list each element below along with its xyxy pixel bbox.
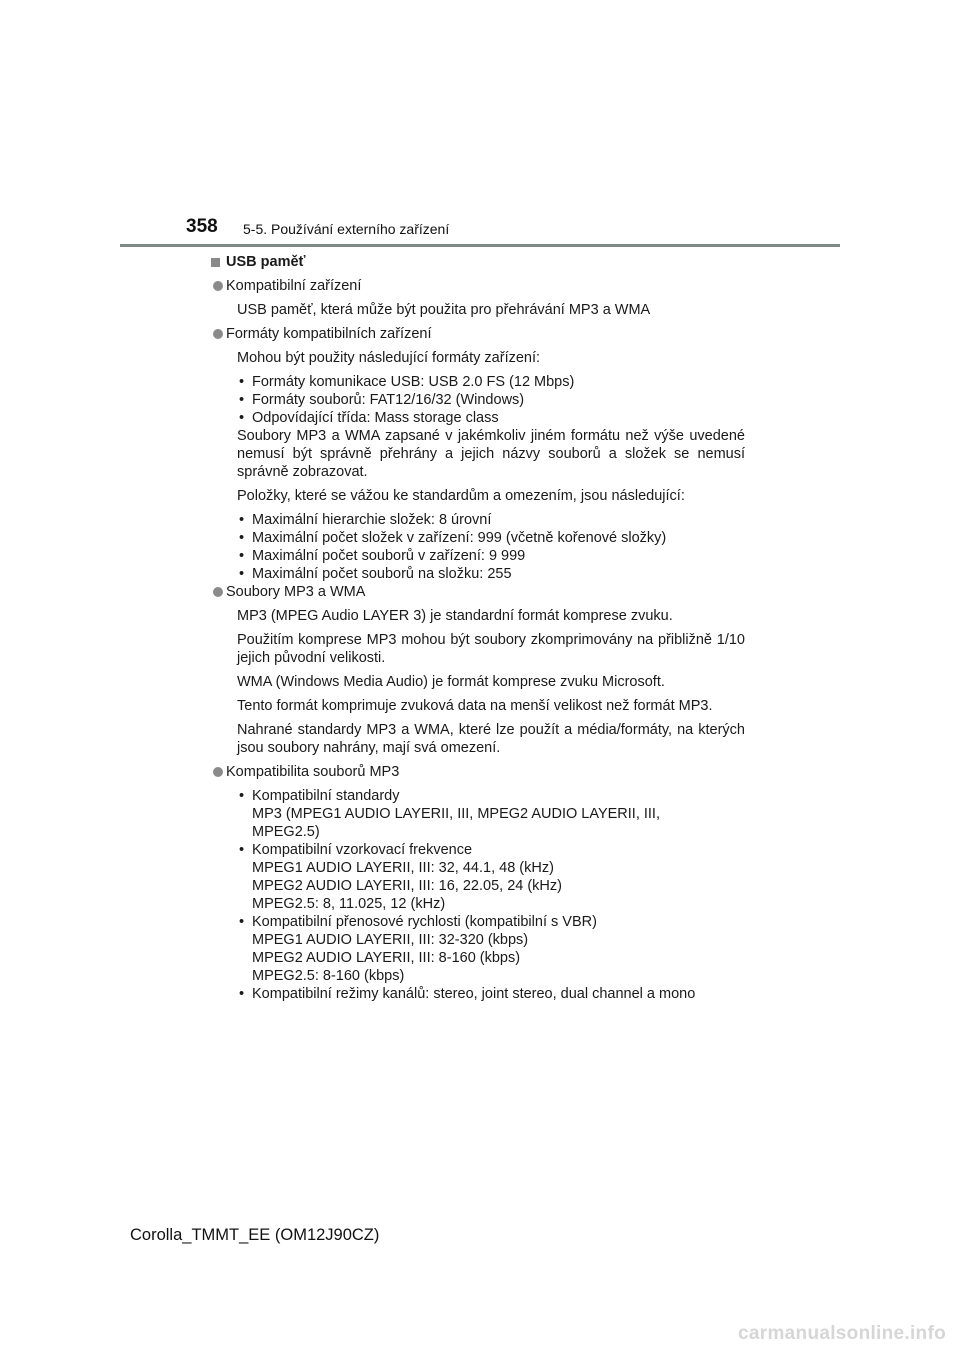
section-heading: [211, 253, 745, 271]
list-item-detail: MPEG2 AUDIO LAYERII, III: 8-160 (kbps): [252, 950, 521, 966]
list-item-detail: MP3 (MPEG1 AUDIO LAYERII, III, MPEG2 AUDIO LAYERII, III,: [252, 806, 660, 822]
subheading-text: Kompatibilita souborů MP3: [226, 764, 400, 780]
list-item: • Maximální počet souborů na složku: 255: [237, 565, 745, 583]
page-number: 358: [186, 216, 218, 237]
footer-model-code: Corolla_TMMT_EE (OM12J90CZ): [130, 1226, 380, 1244]
list-item-detail: MPEG2 AUDIO LAYERII, III: 16, 22.05, 24 (kHz): [252, 878, 562, 894]
heading-text: USB paměť: [226, 254, 306, 270]
list-item: • Formáty souborů: FAT12/16/32 (Windows): [237, 391, 745, 409]
section-title: 5-5. Používání externího zařízení: [243, 221, 450, 237]
list-item-detail: MPEG1 AUDIO LAYERII, III: 32, 44.1, 48 (kHz): [252, 860, 554, 876]
subheading-text: Formáty kompatibilních zařízení: [226, 326, 432, 342]
subheading-compatible-devices: [211, 277, 745, 295]
circle-bullet-icon: [213, 281, 223, 291]
list-item: • Maximální počet složek v zařízení: 999 (včetně kořenové složky): [237, 529, 745, 547]
paragraph: Mohou být použity následující formáty zařízení:: [237, 350, 541, 366]
watermark: carmanualsonline.info: [738, 1323, 946, 1344]
paragraph: Tento formát komprimuje zvuková data na menší velikost než formát MP3.: [237, 698, 713, 714]
subheading-text: Kompatibilní zařízení: [226, 278, 362, 294]
list-item-detail: MPEG1 AUDIO LAYERII, III: 32-320 (kbps): [252, 932, 529, 948]
list-item-detail: MPEG2.5): [252, 824, 320, 840]
circle-bullet-icon: [213, 329, 223, 339]
subheading-text: Soubory MP3 a WMA: [226, 584, 366, 600]
circle-bullet-icon: [213, 587, 223, 597]
subheading-device-formats: [211, 325, 745, 343]
paragraph: Nahrané standardy MP3 a WMA, které lze použít a média/formáty, na kterých jsou soubory nahrány, mají svá omezení.: [237, 722, 745, 756]
circle-bullet-icon: [213, 767, 223, 777]
subheading-mp3-wma: [211, 583, 745, 601]
bullet-list: [237, 511, 745, 583]
paragraph: Soubory MP3 a WMA zapsané v jakémkoliv jiném formátu než výše uvedené nemusí být správně přehrány a jejich názvy souborů a složek se nemusí správně zobrazovat.: [237, 428, 745, 480]
paragraph: Položky, které se vážou ke standardům a omezením, jsou následující:: [237, 488, 685, 504]
list-item: • Formáty komunikace USB: USB 2.0 FS (12 Mbps): [237, 373, 745, 391]
bullet-list: [237, 787, 745, 1003]
list-item: • Maximální počet souborů v zařízení: 9 999: [237, 547, 745, 565]
list-item: • Kompatibilní přenosové rychlosti (kompatibilní s VBR): [237, 913, 745, 931]
paragraph: MP3 (MPEG Audio LAYER 3) je standardní formát komprese zvuku.: [237, 608, 673, 624]
list-item: • Maximální hierarchie složek: 8 úrovní: [237, 511, 745, 529]
list-item: • Kompatibilní vzorkovací frekvence: [237, 841, 745, 859]
list-item-detail: MPEG2.5: 8, 11.025, 12 (kHz): [252, 896, 446, 912]
list-item: • Odpovídající třída: Mass storage class: [237, 409, 745, 427]
paragraph: WMA (Windows Media Audio) je formát komprese zvuku Microsoft.: [237, 674, 665, 690]
list-item-detail: MPEG2.5: 8-160 (kbps): [252, 968, 405, 984]
paragraph: USB paměť, která může být použita pro přehrávání MP3 a WMA: [237, 302, 651, 318]
paragraph: Použitím komprese MP3 mohou být soubory zkomprimovány na přibližně 1/10 jejich původní velikosti.: [237, 632, 745, 666]
list-item: • Kompatibilní režimy kanálů: stereo, joint stereo, dual channel a mono: [237, 985, 745, 1003]
header-rule: [120, 244, 840, 247]
list-item: • Kompatibilní standardy: [237, 787, 745, 805]
bullet-list: [237, 373, 745, 427]
subheading-mp3-compatibility: [211, 763, 745, 781]
page-content: [211, 253, 745, 1003]
square-bullet-icon: [211, 258, 220, 267]
